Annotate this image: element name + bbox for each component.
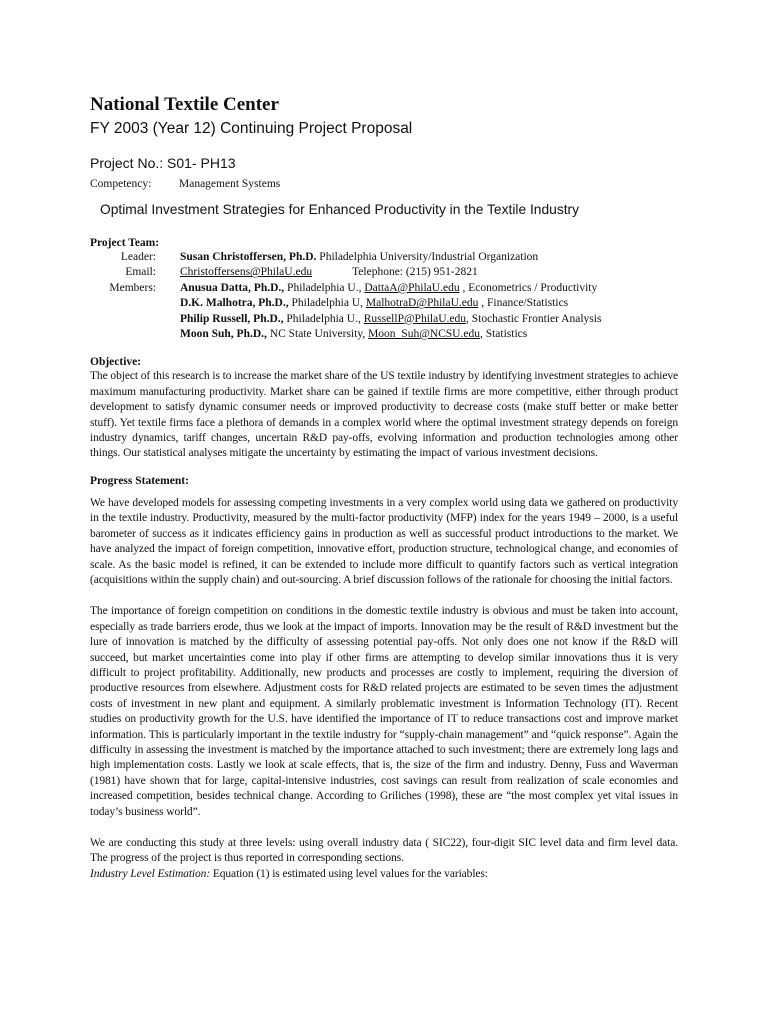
leader-email-link[interactable]: Christoffersens@PhilaU.edu <box>180 266 313 279</box>
team-member-row: Members: Anusua Datta, Ph.D., Philadelphia U., DattaA@PhilaU.edu , Econometrics / Productivity <box>90 281 678 296</box>
objective-heading: Objective: <box>90 356 142 369</box>
team-leader-row <box>90 250 678 265</box>
member-email-link[interactable]: DattaA@PhilaU.edu <box>364 281 460 294</box>
objective-paragraph: The object of this research is to increase the market share of the US textile industry by identifying investment strategies to achieve maximum manufacturing productivity. Market share can be gained if textile firms are more competitive, either through product development to satisfy dynamic consumer needs or improved productivity to decrease costs (make stuff better or make better stuff). Yet textile firms face a plethora of demands in a complex world where the optimal investment strategy depends on foreign industry dynamics, tariff changes, uncertain R&D pay-offs, evolving information and production technologies among other things. Our statistical analyses mitigate the uncertainty by estimating the impact of various investment decisions. <box>90 370 678 460</box>
progress-paragraph: We are conducting this study at three levels: using overall industry data ( SIC22), four-digit SIC level data and firm level data. The progress of the project is thus reported in corresponding sections. <box>90 837 678 865</box>
member-email-link[interactable]: Moon_Suh@NCSU.edu <box>368 328 480 341</box>
email-label: Email: <box>125 266 156 279</box>
competency-line <box>90 177 678 191</box>
competency-value: Management Systems <box>179 178 281 190</box>
leader-affiliation: Philadelphia University/Industrial Organization <box>316 251 539 263</box>
progress-paragraph: The importance of foreign competition on conditions in the domestic textile industry is obvious and must be taken into account, especially as trade barriers erode, thus we look at the impact of imports. Innovation may be the result of R&D investment but the lure of innovation is matched by the difficulty of assessing potential pay-offs. Not only does one not know if the R&D will succeed, but market uncertainties come into play if other firms are attempting to develop similar innovations thus it is very difficult to project profitability. Additionally, new products and processes are costly to implement, requiring the diversion of productive resources from elsewhere. Adjustment costs for R&D related projects are estimated to be seven times the adjustment costs of investment in new plant and equipment. A similarly problematic investment is Information Technology (IT). Recent studies on productivity growth for the U.S. have identified the importance of IT to reduce transactions cost and improve market information. This is particularly important in the textile industry for “supply-chain management” and “quick response”. Again the difficulty in assessing the investment is matched by the importance attached to such investment; there are extremely long lags and high implementation costs. Lastly we look at scale effects, that is, the size of the firm and industry. Denny, Fuss and Waverman (1981) have shown that for large, capital-intensive industries, cost savings can result from realization of scale economies and increased competition, besides technical change. According to Griliches (1998), these are “the most complex yet vital issues in today’s business world”. <box>90 605 678 818</box>
project-team-heading: Project Team: <box>90 237 160 249</box>
team-member-row: Moon Suh, Ph.D., NC State University, Moon_Suh@NCSU.edu, Statistics <box>180 328 528 341</box>
competency-label: Competency: <box>90 178 152 190</box>
proposal-subtitle: FY 2003 (Year 12) Continuing Project Proposal <box>90 120 413 137</box>
team-member-row: D.K. Malhotra, Ph.D., Philadelphia U, MalhotraD@PhilaU.edu , Finance/Statistics <box>180 297 569 310</box>
project-title: Optimal Investment Strategies for Enhanced Productivity in the Textile Industry <box>100 202 580 217</box>
project-number: Project No.: S01- PH13 <box>90 155 236 171</box>
member-name: D.K. Malhotra, Ph.D., <box>180 297 289 310</box>
industry-level-label: Industry Level Estimation: <box>90 867 211 880</box>
leader-label: Leader: <box>120 251 156 263</box>
member-email-link[interactable]: RussellP@PhilaU.edu <box>363 312 466 325</box>
project-team <box>90 250 678 342</box>
members-label: Members: <box>109 281 156 294</box>
team-member-row: Philip Russell, Ph.D., Philadelphia U., RussellP@PhilaU.edu, Stochastic Frontier Analysis <box>180 312 602 325</box>
organization-title: National Textile Center <box>90 94 279 115</box>
member-email-link[interactable]: MalhotraD@PhilaU.edu <box>365 297 479 310</box>
leader-telephone: Telephone: (215) 951-2821 <box>352 266 478 279</box>
progress-paragraph: We have developed models for assessing competing investments in a very complex world using data we gathered on productivity in the textile industry. Productivity, measured by the multi-factor productivity (MFP) index for the years 1949 – 2000, is a useful barometer of success as it indicates efficiency gains in production as well as successful product introductions to the market. We have analyzed the impact of foreign competition, innovative effort, production structure, technological change, and economies of scale. As the basic model is refined, it can be extended to include more difficult to quantify factors such as vertical integration (acquisitions within the supply chain) and out-sourcing. A brief discussion follows of the rationale for choosing the initial factors. <box>90 496 678 586</box>
progress-heading: Progress Statement: <box>90 474 189 487</box>
member-name: Moon Suh, Ph.D., <box>180 328 267 341</box>
leader-name: Susan Christoffersen, Ph.D. <box>180 251 317 263</box>
member-name: Anusua Datta, Ph.D., <box>180 281 285 294</box>
member-name: Philip Russell, Ph.D., <box>180 312 284 325</box>
industry-level-paragraph: Industry Level Estimation: Equation (1) is estimated using level values for the variables: <box>90 867 488 880</box>
team-email-row <box>90 265 678 280</box>
document-content <box>90 94 678 882</box>
